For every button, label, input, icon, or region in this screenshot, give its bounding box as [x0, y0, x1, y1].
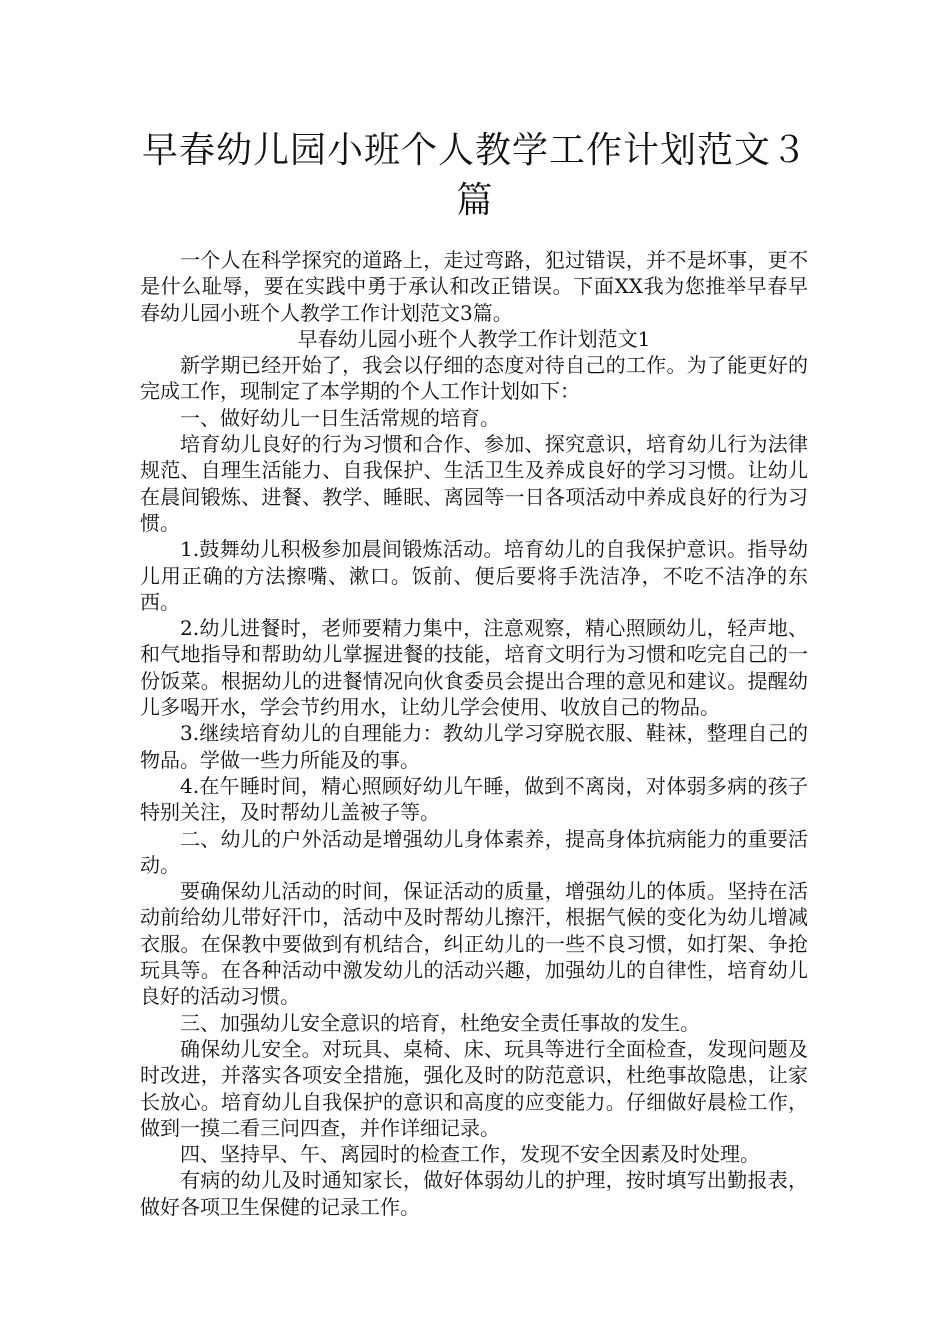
- body-paragraph: 确保幼儿安全。对玩具、桌椅、床、玩具等进行全面检查，发现问题及时改进，并落实各项安全措施，强化及时的防范意识，杜绝事故隐患，让家长放心。培育幼儿自我保护的意识和高度的应变能力。仔细做好晨检工作，做到一摸二看三问四查，并作详细记录。: [140, 1036, 808, 1140]
- body-paragraph: 新学期已经开始了，我会以仔细的态度对待自己的工作。为了能更好的完成工作，现制定了本学期的个人工作计划如下：: [140, 353, 808, 404]
- body-paragraph: 培育幼儿良好的行为习惯和合作、参加、探究意识，培育幼儿行为法律规范、自理生活能力、自我保护、生活卫生及养成良好的学习习惯。让幼儿在晨间锻炼、进餐、教学、睡眠、离园等一日各项活动中养成良好的行为习惯。: [140, 432, 808, 535]
- section-heading: 二、幼儿的户外活动是增强幼儿身体素养，提高身体抗病能力的重要活动。: [140, 826, 808, 877]
- document-body: [140, 247, 808, 1220]
- section-heading: 一、做好幼儿一日生活常规的培育。: [180, 405, 500, 430]
- body-paragraph: 有病的幼儿及时通知家长，做好体弱幼儿的护理，按时填写出勤报表，做好各项卫生保健的记录工作。: [140, 1168, 808, 1219]
- list-item-paragraph: 3.继续培育幼儿的自理能力：教幼儿学习穿脱衣服、鞋袜，整理自己的物品。学做一些力所能及的事。: [140, 721, 808, 772]
- section-subtitle: 早春幼儿园小班个人教学工作计划范文1: [297, 326, 651, 351]
- section-heading: 四、坚持早、午、离园时的检查工作，发现不安全因素及时处理。: [180, 1142, 760, 1167]
- section-heading: 三、加强幼儿安全意识的培育，杜绝安全责任事故的发生。: [180, 1010, 700, 1035]
- intro-paragraph: 一个人在科学探究的道路上，走过弯路，犯过错误，并不是坏事，更不是什么耻辱，要在实践中勇于承认和改正错误。下面XX我为您推举早春早春幼儿园小班个人教学工作计划范文3篇。: [140, 248, 808, 325]
- list-item-paragraph: 4.在午睡时间，精心照顾好幼儿午睡，做到不离岗，对体弱多病的孩子特别关注，及时帮幼儿盖被子等。: [140, 773, 808, 825]
- list-item-paragraph: 1.鼓舞幼儿积极参加晨间锻炼活动。培育幼儿的自我保护意识。指导幼儿用正确的方法擦嘴、漱口。饭前、便后要将手洗洁净，不吃不洁净的东西。: [140, 537, 808, 614]
- list-item-paragraph: 2.幼儿进餐时，老师要精力集中，注意观察，精心照顾幼儿，轻声地、和气地指导和帮助幼儿掌握进餐的技能，培育文明行为习惯和吃完自己的一份饭菜。根据幼儿的进餐情况向伙食委员会提出合理的意见和建议。提醒幼儿多喝开水，学会节约用水，让幼儿学会使用、收放自己的物品。: [140, 616, 808, 720]
- body-paragraph: 要确保幼儿活动的时间，保证活动的质量，增强幼儿的体质。坚持在活动前给幼儿带好汗巾，活动中及时帮幼儿擦汗，根据气候的变化为幼儿增减衣服。在保教中要做到有机结合，纠正幼儿的一些不良习惯，如打架、争抢玩具等。在各种活动中激发幼儿的活动兴趣，加强幼儿的自律性，培育幼儿良好的活动习惯。: [140, 879, 808, 1009]
- document-title: 早春幼儿园小班个人教学工作计划范文３篇: [141, 130, 808, 221]
